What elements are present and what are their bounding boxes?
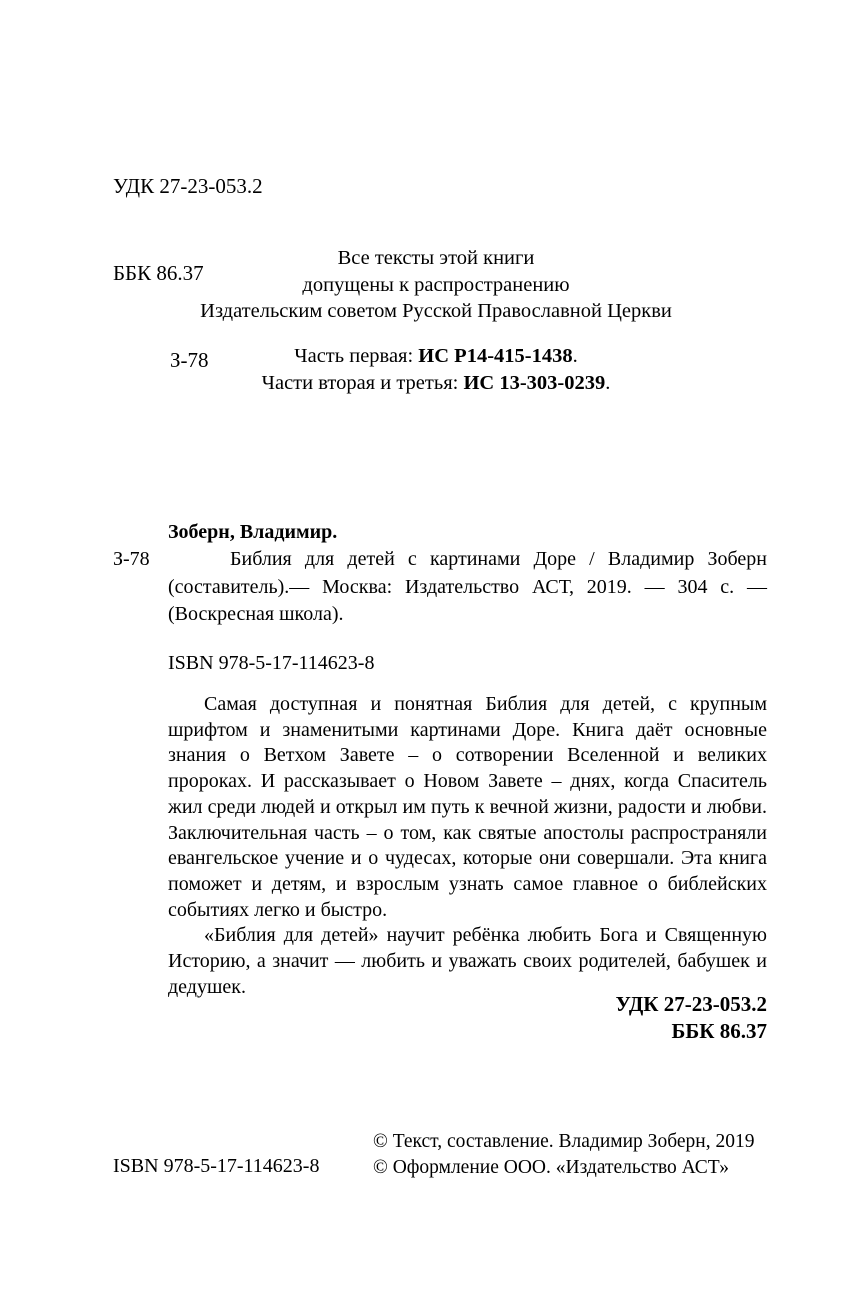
approval-parts-two-three-label: Части вторая и третья: — [261, 371, 464, 394]
biblio-author: Зоберн, Владимир. — [168, 521, 338, 543]
approval-part-one-code: ИС Р14-415-1438 — [418, 345, 573, 367]
biblio-description: Библия для детей с картинами Доре / Владимир Зоберн (составитель).— Москва: Издательство АСТ, 2019. — 304 с. — (Воскресная школа). — [168, 548, 767, 625]
approval-parts-two-three-period: . — [605, 371, 611, 394]
approval-part-one — [168, 343, 704, 370]
permission-line-1: Все тексты этой книги — [337, 247, 535, 269]
bbk-code-top: ББК 86.37 — [113, 261, 204, 285]
bibliographic-record — [113, 518, 767, 677]
copyright-design-line: © Оформление ООО. «Издательство АСТ» — [373, 1157, 729, 1178]
bbk-code-bottom: ББК 86.37 — [671, 1019, 767, 1043]
copyright-text-line: © Текст, составление. Владимир Зоберн, 2019 — [373, 1131, 755, 1152]
approval-parts-two-three — [168, 370, 704, 397]
footer-isbn: ISBN 978-5-17-114623-8 — [113, 1155, 320, 1177]
approval-codes — [168, 343, 704, 396]
shelf-mark-top: З-78 — [170, 348, 209, 372]
approval-part-one-label: Часть первая: — [294, 345, 419, 367]
udk-code-bottom: УДК 27-23-053.2 — [615, 992, 767, 1016]
classification-footer — [400, 991, 767, 1045]
approval-parts-two-three-code: ИС 13-303-0239 — [463, 371, 606, 394]
biblio-isbn: ISBN 978-5-17-114623-8 — [168, 651, 375, 674]
biblio-body — [113, 546, 767, 629]
approval-part-one-period: . — [572, 345, 578, 367]
annotation-paragraph-1: Самая доступная и понятная Библия для детей, с крупным шрифтом и знаменитыми картинами Доре. Книга даёт основные знания о Ветхом Завете – о сотворении Вселенной и великих пророках. И рассказывает о Новом Завете – днях, когда Спаситель жил среди людей и открыл им путь к вечной жизни, радости и любви. Заключительная часть – о том, как святые апостолы распространяли евангельское учение и о чудесах, которые они совершали. Эта книга поможет и детям, и взрослым узнать самое главное о библейских событиях легко и быстро. — [168, 693, 767, 921]
permission-statement — [168, 245, 704, 325]
annotation-paragraph-2: «Библия для детей» научит ребёнка любить Бога и Священную Историю, а значит — любить и уважать своих родителей, бабушек и дедушек. — [168, 924, 767, 998]
copyright-block — [373, 1129, 754, 1181]
udk-code-top: УДК 27-23-053.2 — [113, 174, 263, 198]
annotation-block — [168, 692, 767, 1000]
permission-line-2: допущены к распространению — [302, 273, 570, 296]
permission-line-3: Издательским советом Русской Православной Церкви — [200, 300, 672, 322]
shelf-mark-record: З-78 — [113, 548, 150, 570]
